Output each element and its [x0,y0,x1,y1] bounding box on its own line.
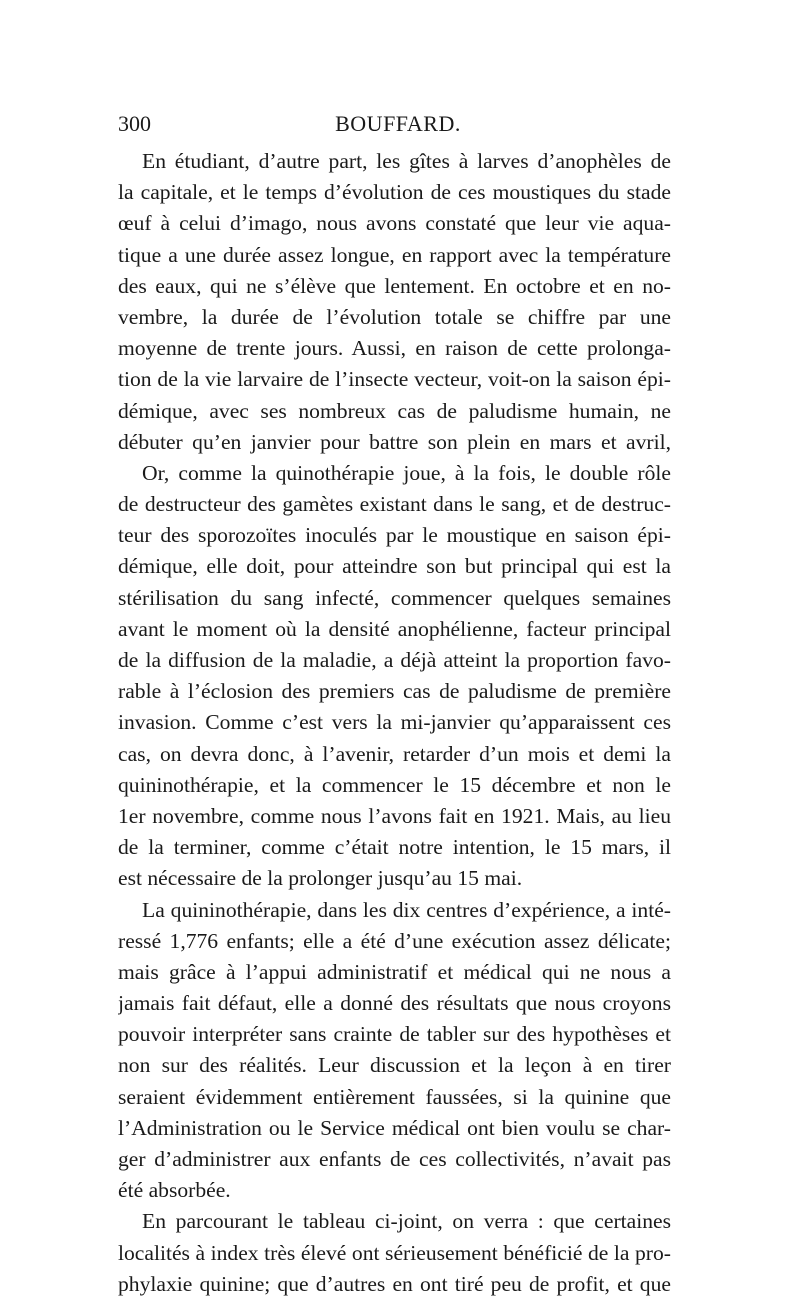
text-line: débuter qu’en janvier pour battre son plein en mars et avril, [118,429,671,454]
text-line: cas, on devra donc, à l’avenir, retarder d’un mois et demi la [118,741,671,766]
text-line: tique a une durée assez longue, en rapport avec la température [118,242,671,267]
text-line: En parcourant le tableau ci-joint, on verra : que certaines [142,1209,671,1234]
text-line: œuf à celui d’imago, nous avons constaté que leur vie aqua- [118,211,671,236]
text-line: ressé 1,776 enfants; elle a été d’une exécution assez délicate; [118,928,671,953]
body-text [118,146,671,1300]
text-line: En étudiant, d’autre part, les gîtes à larves d’anophèles de [142,149,671,173]
text-line: seraient évidemment entièrement faussées, si la quinine que [118,1084,671,1109]
page-number: 300 [118,111,151,136]
text-line: phylaxie quinine; que d’autres en ont tiré peu de profit, et que [118,1271,671,1296]
text-line: rable à l’éclosion des premiers cas de paludisme de première [118,679,671,704]
text-line: tion de la vie larvaire de l’insecte vecteur, voit-on la saison épi- [118,367,671,392]
text-line: quininothérapie, et la commencer le 15 décembre et non le [118,772,671,797]
text-line: Or, comme la quinothérapie joue, à la fois, le double rôle [142,460,671,485]
text-line: 1er novembre, comme nous l’avons fait en 1921. Mais, au lieu [118,803,671,828]
text-line: de la diffusion de la maladie, a déjà atteint la proportion favo- [118,648,671,672]
text-line: localités à index très élevé ont sérieusement bénéficié de la pro- [118,1240,671,1265]
text-line: de la terminer, comme c’était notre intention, le 15 mars, il [118,835,671,860]
page-header [118,111,678,141]
text-line: teur des sporozoïtes inoculés par le moustique en saison épi- [118,523,671,548]
text-line: vembre, la durée de l’évolution totale se chiffre par une [118,304,671,329]
text-line: ger d’administrer aux enfants de ces collectivités, n’avait pas [118,1147,671,1171]
text-line: été absorbée. [118,1178,231,1203]
text-line: démique, elle doit, pour atteindre son but principal qui est la [118,554,671,579]
text-line: des eaux, qui ne s’élève que lentement. En octobre et en no- [118,273,671,298]
text-line: est nécessaire de la prolonger jusqu’au 15 mai. [118,866,523,891]
text-line: La quininothérapie, dans les dix centres d’expérience, a inté- [142,897,671,922]
text-line: non sur des réalités. Leur discussion et la leçon à en tirer [118,1053,671,1078]
text-line: la capitale, et le temps d’évolution de ces moustiques du stade [118,180,671,205]
text-line: de destructeur des gamètes existant dans le sang, et de destruc- [118,492,671,517]
text-line: stérilisation du sang infecté, commencer quelques semaines [118,585,671,610]
text-line: invasion. Comme c’est vers la mi-janvier qu’apparaissent ces [118,710,671,735]
running-title: BOUFFARD. [335,111,461,136]
text-line: l’Administration ou le Service médical ont bien voulu se char- [118,1115,671,1140]
text-line: démique, avec ses nombreux cas de paludisme humain, ne [118,398,671,423]
text-line: avant le moment où la densité anophélienne, facteur principal [118,616,671,641]
text-line: jamais fait défaut, elle a donné des résultats que nous croyons [118,991,671,1016]
text-line: moyenne de trente jours. Aussi, en raison de cette prolonga- [118,336,671,361]
text-line: mais grâce à l’appui administratif et médical qui ne nous a [118,959,671,984]
text-line: pouvoir interpréter sans crainte de tabler sur des hypothèses et [118,1022,671,1047]
